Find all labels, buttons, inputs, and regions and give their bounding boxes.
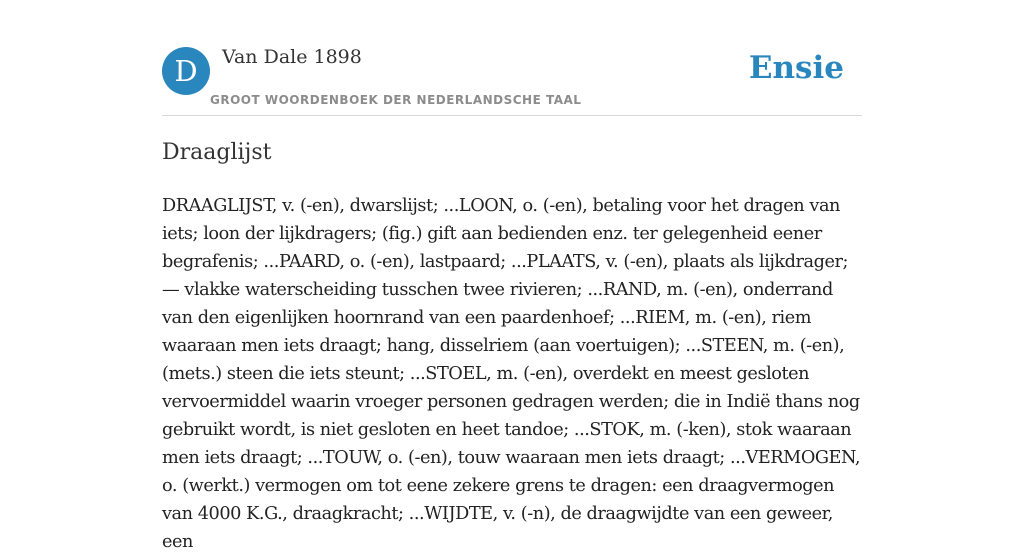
dictionary-logo[interactable]: D [162,47,210,95]
ensie-logo-link[interactable]: Ensie [748,50,844,86]
site-header [162,46,862,116]
entry-title: Draaglijst [162,140,272,165]
entry-definition: DRAAGLIJST, v. (-en), dwarslijst; ...LOON, o. (-en), betaling voor het dragen van iets; loon der lijkdragers; (fig.) gift aan bedienden enz. ter gelegenheid eener begrafenis; ...PAARD, o. (-en), lastpaard; ...PLAATS, v. (-en), plaats als lijkdrager; — vlakke waterscheiding tusschen twee rivieren; ...RAND, m. (-en), onderrand van den eigenlijken hoornrand van een paardenhoef; ...RIEM, m. (-en), riem waaraan men iets draagt; hang, disselriem (aan voertuigen); ...STEEN, m. (-en), (mets.) steen die iets steunt; ...STOEL, m. (-en), overdekt en meest gesloten vervoermiddel waarin vroeger personen gedragen werden; die in Indië thans nog gebruikt wordt, is niet gesloten en heet tandoe; ...STOK, m. (-ken), stok waaraan men iets draagt; ...TOUW, o. (-en), touw waaraan men iets draagt; ...VERMOGEN, o. (werkt.) vermogen om tot eene zekere grens te dragen: een draagvermogen van 4000 K.G., draagkracht; ...WIJDTE, v. (-n), de draagwijdte van een geweer, een [162,196,861,552]
dictionary-title[interactable]: Van Dale 1898 [222,46,362,68]
dictionary-subtitle: GROOT WOORDENBOEK DER NEDERLANDSCHE TAAL [210,93,582,107]
